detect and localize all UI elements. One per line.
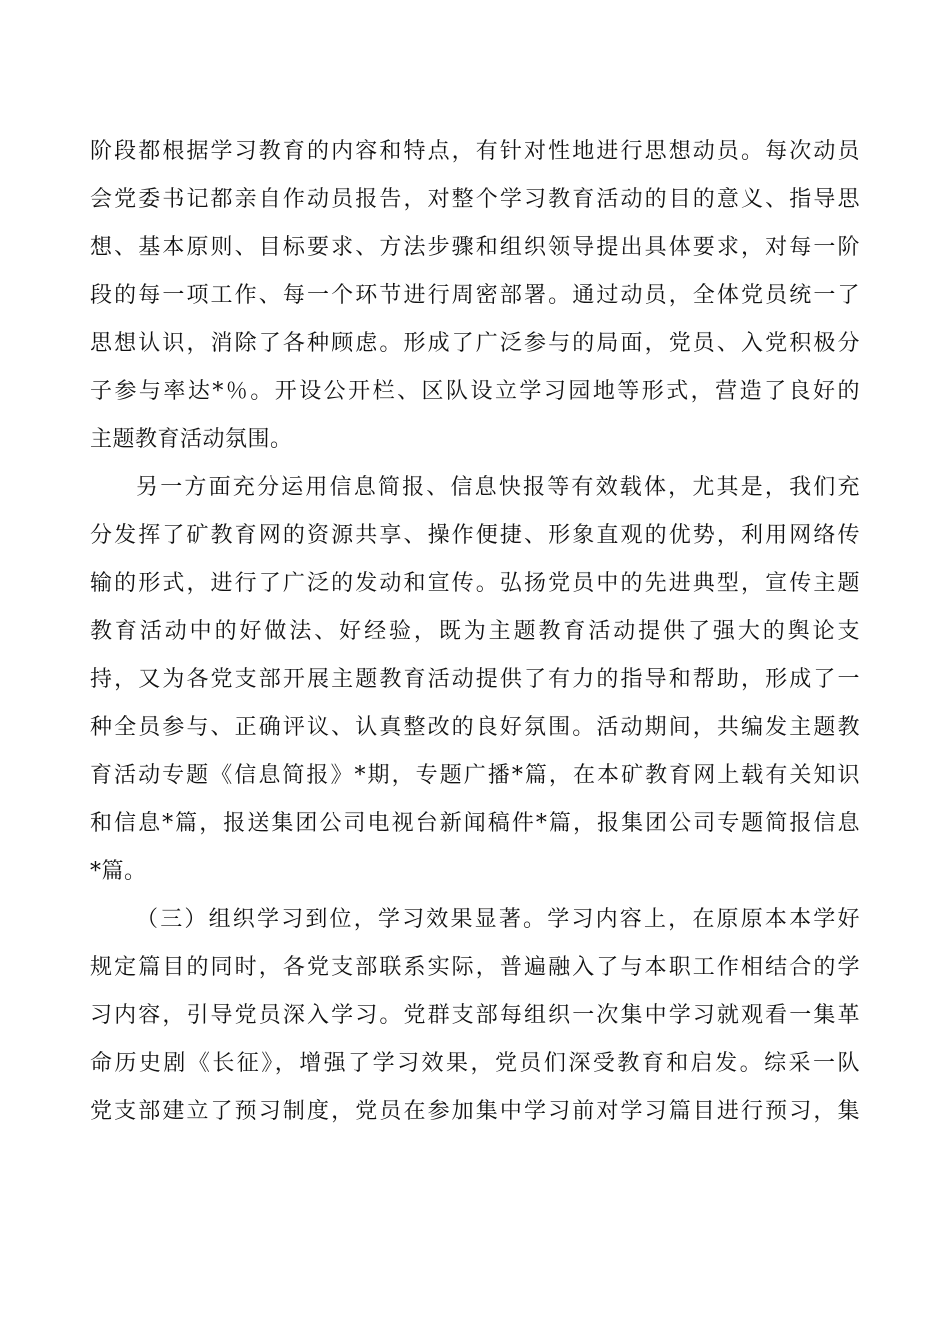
text-line: 子参与率达*％。开设公开栏、区队设立学习园地等形式，营造了良好的 <box>90 379 860 404</box>
text-line: 分发挥了矿教育网的资源共享、操作便捷、形象直观的优势，利用网络传 <box>90 523 860 548</box>
text-line: 习内容，引导党员深入学习。党群支部每组织一次集中学习就观看一集革 <box>90 1003 860 1028</box>
text-line: 规定篇目的同时，各党支部联系实际，普遍融入了与本职工作相结合的学 <box>90 955 860 980</box>
text-line: 种全员参与、正确评议、认真整改的良好氛围。活动期间，共编发主题教 <box>90 715 860 740</box>
text-line: 主题教育活动氛围。 <box>90 427 293 452</box>
text-line: 思想认识，消除了各种顾虑。形成了广泛参与的局面，党员、入党积极分 <box>90 331 860 356</box>
text-line: 阶段都根据学习教育的内容和特点，有针对性地进行思想动员。每次动员 <box>90 139 860 164</box>
text-line: 命历史剧《长征》，增强了学习效果，党员们深受教育和启发。综采一队 <box>90 1051 860 1076</box>
text-line: *篇。 <box>90 859 147 884</box>
text-line: 段的每一项工作、每一个环节进行周密部署。通过动员，全体党员统一了 <box>90 283 860 308</box>
text-line: 和信息*篇，报送集团公司电视台新闻稿件*篇，报集团公司专题简报信息 <box>90 811 860 836</box>
text-line: 育活动专题《信息简报》*期，专题广播*篇，在本矿教育网上载有关知识 <box>90 763 860 788</box>
text-line: 想、基本原则、目标要求、方法步骤和组织领导提出具体要求，对每一阶 <box>90 235 860 260</box>
text-line: 党支部建立了预习制度，党员在参加集中学习前对学习篇目进行预习，集 <box>90 1099 860 1124</box>
document-body <box>90 128 860 1136</box>
text-line: 会党委书记都亲自作动员报告，对整个学习教育活动的目的意义、指导思 <box>90 187 860 212</box>
paragraph-2 <box>90 464 860 896</box>
text-line: 另一方面充分运用信息简报、信息快报等有效载体，尤其是，我们充 <box>136 475 860 500</box>
paragraph-3 <box>90 896 860 1136</box>
text-line: （三）组织学习到位，学习效果显著。学习内容上，在原原本本学好 <box>136 907 860 932</box>
text-line: 持，又为各党支部开展主题教育活动提供了有力的指导和帮助，形成了一 <box>90 667 860 692</box>
text-line: 输的形式，进行了广泛的发动和宣传。弘扬党员中的先进典型，宣传主题 <box>90 571 860 596</box>
text-line: 教育活动中的好做法、好经验，既为主题教育活动提供了强大的舆论支 <box>90 619 860 644</box>
paragraph-1 <box>90 128 860 464</box>
